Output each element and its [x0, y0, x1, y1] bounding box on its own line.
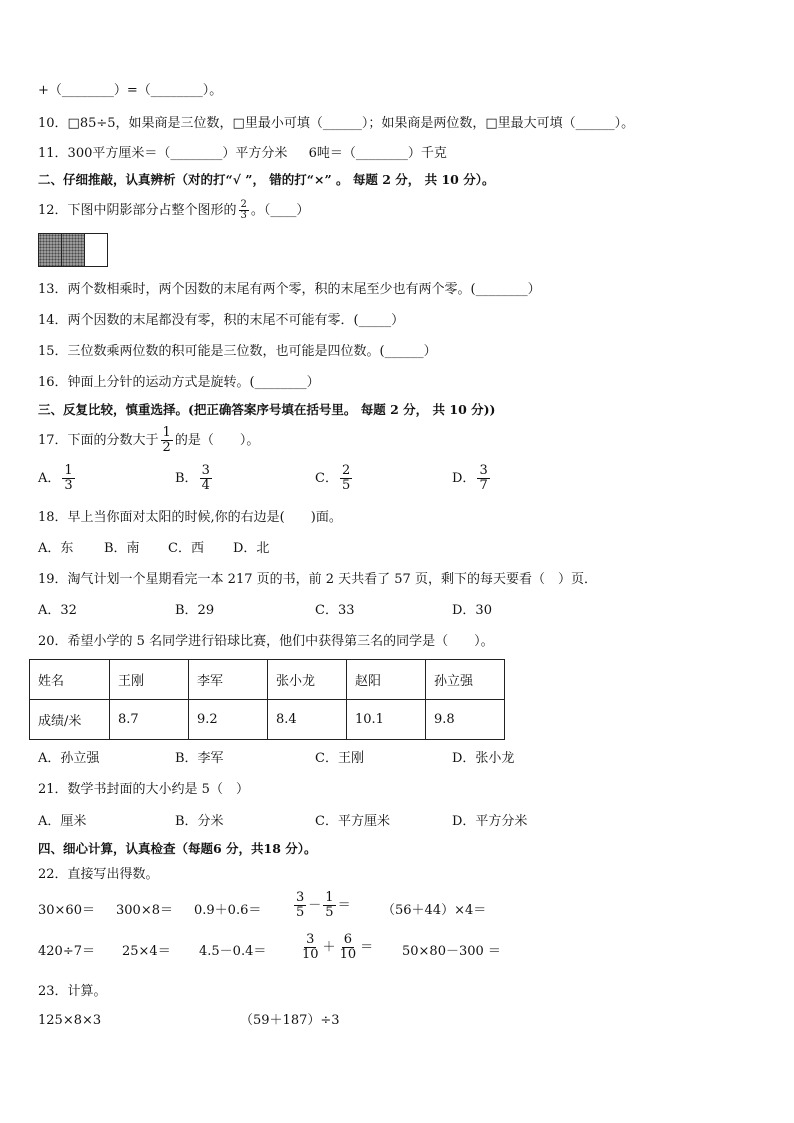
section-3-heading: 三、反复比较，慎重选择。(把正确答案序号填在括号里。 每题 2 分， 共 10 分)): [38, 402, 496, 417]
option-fraction: [477, 464, 489, 493]
operator: ＋: [322, 940, 336, 955]
question-12-answer-blank: 。（____）: [250, 203, 310, 218]
fraction: [323, 891, 335, 920]
fraction-numerator: 6: [343, 932, 352, 947]
fraction-two-thirds: [239, 200, 249, 221]
q19-option-b[interactable]: B．29: [175, 603, 215, 618]
table-cell: 8.7: [110, 700, 189, 740]
calc-item: （56＋44）×4＝: [382, 903, 487, 918]
fraction-denominator: 5: [325, 905, 334, 920]
q21-option-b[interactable]: B．分米: [175, 814, 224, 829]
fraction-denominator: 10: [302, 947, 319, 962]
unshaded-cell: [84, 233, 108, 267]
q18-option-a[interactable]: A．东: [38, 541, 74, 556]
fraction: [300, 933, 321, 962]
fraction-numerator: 1: [64, 463, 73, 478]
calc-fraction-expression: [298, 933, 373, 962]
fraction-numerator: 1: [325, 890, 334, 905]
question-22: 22．直接写出得数。: [38, 867, 159, 882]
fraction-numerator: 3: [306, 932, 315, 947]
q17-option-a[interactable]: [38, 464, 77, 493]
q17-option-b[interactable]: [175, 464, 214, 493]
option-label: C．: [315, 471, 338, 486]
equals-sign: ＝: [360, 940, 374, 955]
q20-option-b[interactable]: B．李军: [175, 751, 224, 766]
q21-option-d[interactable]: D．平方分米: [452, 814, 528, 829]
fraction-denominator: 10: [339, 947, 357, 962]
fraction-numerator: 3: [296, 890, 305, 905]
q17-option-d[interactable]: [452, 464, 492, 493]
calc-item: 300×8＝: [116, 903, 173, 918]
table-cell: 9.8: [426, 700, 505, 740]
calc-item: 125×8×3: [38, 1013, 102, 1028]
table-header-row: [30, 660, 505, 700]
table-cell: 8.4: [268, 700, 347, 740]
question-19: 19．淘气计划一个星期看完一本 217 页的书，前 2 天共看了 57 页，剩下的每天要看（ ）页．: [38, 572, 597, 587]
question-12-text: 12．下图中阴影部分占整个图形的: [38, 203, 237, 218]
q21-option-c[interactable]: C．平方厘米: [315, 814, 390, 829]
fraction-denominator: 3: [240, 210, 247, 221]
table-cell: 王刚: [110, 660, 189, 700]
table-cell: 李军: [189, 660, 268, 700]
fraction-numerator: 2: [240, 199, 247, 210]
q19-option-d[interactable]: D．30: [452, 603, 492, 618]
option-fraction: [340, 464, 352, 493]
table-cell: 赵阳: [347, 660, 426, 700]
fraction-numerator: 3: [479, 463, 488, 478]
q20-option-a[interactable]: A．孙立强: [38, 751, 100, 766]
shaded-cell: [61, 233, 85, 267]
section-2-heading: 二、仔细推敲，认真辨析（对的打“√ ”， 错的打“×” 。 每题 2 分， 共 10 分）。: [38, 172, 495, 187]
question-14: 14．两个因数的末尾都没有零，积的末尾不可能有零．(_____）: [38, 313, 405, 328]
calc-item: （59＋187）÷3: [240, 1013, 340, 1028]
calc-item: 50×80－300 ＝: [402, 944, 501, 959]
question-11: 11．300平方厘米＝（________）平方分米 6吨＝（________）千克: [38, 146, 447, 161]
q20-option-c[interactable]: C．王刚: [315, 751, 364, 766]
fraction-numerator: 3: [201, 463, 210, 478]
question-21: 21．数学书封面的大小约是 5（ ）: [38, 782, 249, 797]
q21-option-a[interactable]: A．厘米: [38, 814, 87, 829]
shaded-figure: [38, 233, 110, 267]
fraction: [338, 933, 359, 962]
q18-option-b[interactable]: B．南: [104, 541, 140, 556]
calc-item: 0.9＋0.6＝: [194, 903, 262, 918]
question-10: 10．□85÷5，如果商是三位数，□里最小可填（______）；如果商是两位数，□里最大可填（______）。: [38, 116, 635, 131]
option-fraction: [62, 464, 74, 493]
table-cell: 9.2: [189, 700, 268, 740]
option-fraction: [200, 464, 212, 493]
table-cell: 姓名: [30, 660, 110, 700]
question-17-text: 17．下面的分数大于: [38, 433, 159, 448]
question-20: 20．希望小学的 5 名同学进行铅球比赛，他们中获得第三名的同学是（ ）。: [38, 634, 494, 649]
calc-item: 25×4＝: [122, 944, 171, 959]
score-table: [29, 659, 505, 740]
section-4-heading: 四、细心计算，认真检查（每题6 分，共18 分）。: [38, 841, 317, 856]
q17-option-c[interactable]: [315, 464, 354, 493]
option-label: B．: [175, 471, 198, 486]
q19-option-a[interactable]: A．32: [38, 603, 77, 618]
shaded-cell: [38, 233, 62, 267]
q20-option-d[interactable]: D．张小龙: [452, 751, 515, 766]
fraction-denominator: 2: [162, 440, 171, 455]
question-23: 23．计算。: [38, 984, 107, 999]
q18-option-d[interactable]: D．北: [233, 541, 270, 556]
question-12: [38, 200, 309, 221]
question-15: 15．三位数乘两位数的积可能是三位数，也可能是四位数。(______）: [38, 344, 437, 359]
calc-item: 4.5－0.4＝: [199, 944, 267, 959]
calc-item: 420÷7＝: [38, 944, 95, 959]
question-17-tail: 的是（ ）。: [174, 433, 260, 448]
question-16: 16．钟面上分针的运动方式是旋转。(________）: [38, 375, 320, 390]
question-18: 18．早上当你面对太阳的时候,你的右边是( )面。: [38, 510, 342, 525]
fraction-denominator: 4: [201, 478, 210, 493]
fraction-denominator: 3: [64, 478, 73, 493]
question-17: [38, 426, 259, 455]
calc-item: 30×60＝: [38, 903, 95, 918]
fraction-numerator: 2: [341, 463, 351, 478]
table-cell: 孙立强: [426, 660, 505, 700]
q19-option-c[interactable]: C．33: [315, 603, 355, 618]
calc-fraction-expression: [292, 891, 351, 920]
table-row: [30, 700, 505, 740]
fraction-denominator: 7: [479, 478, 488, 493]
question-13: 13．两个数相乘时，两个因数的末尾有两个零，积的末尾至少也有两个零。(________）: [38, 282, 541, 297]
table-cell: 成绩/米: [30, 700, 110, 740]
option-label: D．: [452, 471, 476, 486]
fraction-one-half: [161, 426, 173, 455]
fraction-numerator: 1: [162, 425, 171, 440]
fraction-denominator: 5: [296, 905, 305, 920]
equals-sign: ＝: [337, 898, 351, 913]
table-cell: 张小龙: [268, 660, 347, 700]
q18-option-c[interactable]: C．西: [168, 541, 204, 556]
table-cell: 10.1: [347, 700, 426, 740]
fraction: [294, 891, 306, 920]
blank-line-continuation: +（________）=（________）。: [38, 83, 223, 98]
option-label: A．: [38, 471, 61, 486]
operator: －: [308, 898, 322, 913]
fraction-denominator: 5: [341, 478, 351, 493]
